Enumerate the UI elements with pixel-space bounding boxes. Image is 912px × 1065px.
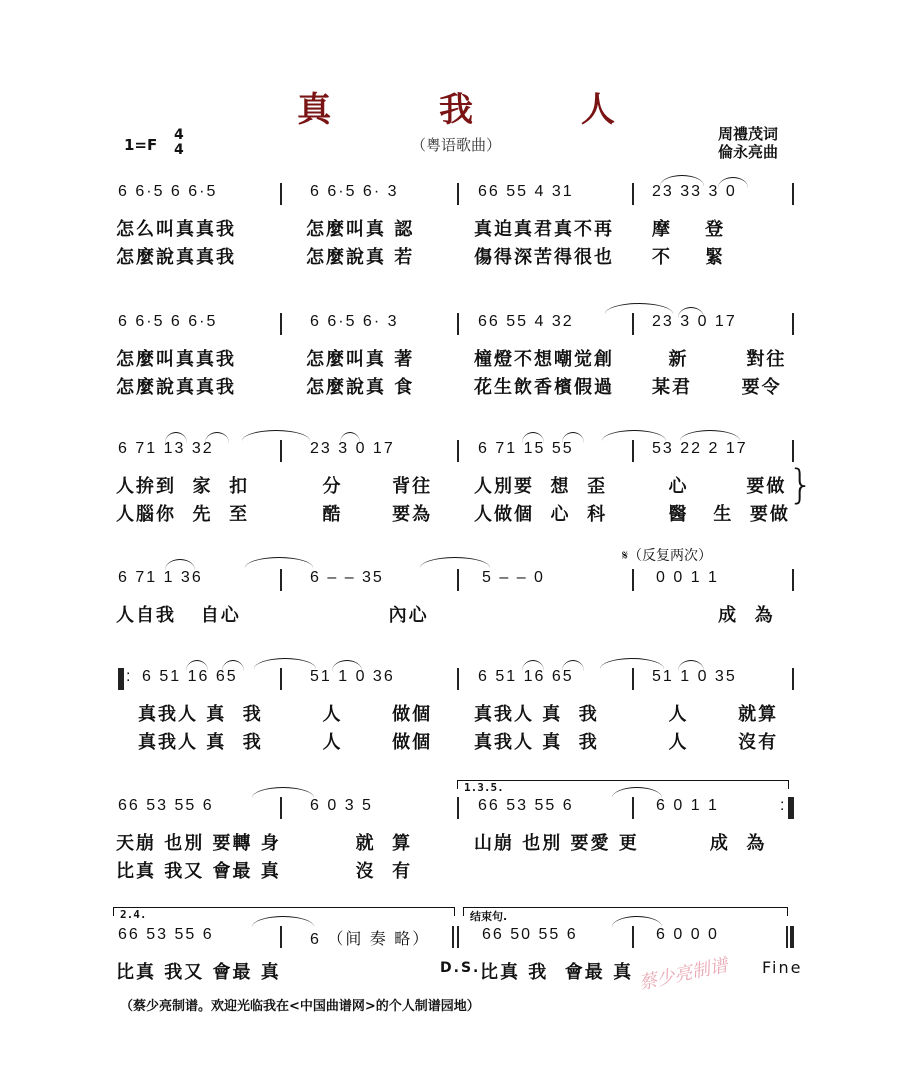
bar-line	[280, 313, 282, 335]
measure-notes: 66 50 55 6	[482, 926, 578, 943]
song-title: 真 我 人	[297, 90, 663, 130]
footer-note: （蔡少亮制谱。欢迎光临我在<中国曲谱网>的个人制谱园地）	[120, 999, 480, 1014]
bar-line	[792, 668, 794, 690]
bar-line	[457, 183, 459, 205]
bar-line	[792, 313, 794, 335]
volta-bracket	[113, 907, 455, 916]
measure-notes: 6 6·5 6 6·5	[118, 183, 218, 200]
slur	[718, 177, 748, 188]
lyric-line-2: 傷得深苦得很也	[474, 247, 614, 268]
measure-notes: 53 22 2 17	[652, 440, 748, 457]
slur	[522, 660, 544, 671]
measure-notes: 6 0 3 5	[310, 797, 373, 814]
bar-line	[457, 440, 459, 462]
song-subtitle: （粤语歌曲）	[410, 136, 501, 154]
bar-line	[280, 183, 282, 205]
slur	[332, 660, 362, 671]
lyric-line-1: 分 背往	[306, 476, 433, 497]
slur	[252, 916, 314, 927]
bar-line	[792, 183, 794, 205]
lyric-line-1: 比真 我 會最 真	[480, 962, 634, 983]
lyric-line-1: 人別要 想 歪	[474, 476, 608, 497]
segno-marking: 𝄋（反复两次）	[622, 548, 713, 564]
lyric-line-2: 真我人 真 我	[474, 732, 599, 753]
lyric-line-1: 成 為	[652, 833, 767, 854]
lyric-line-1: 新 對往	[652, 349, 787, 370]
bar-line	[457, 313, 459, 335]
bar-line	[457, 668, 459, 690]
measure-notes: 66 55 4 32	[478, 313, 574, 330]
lyric-line-2: 人 沒有	[652, 732, 779, 753]
lyric-line-1: 橦燈不想嘲觉創	[474, 349, 614, 370]
lyric-line-2: 怎麼說真 食	[306, 377, 415, 398]
bar-line	[457, 797, 459, 819]
double-barline	[452, 926, 459, 948]
bar-line	[632, 313, 634, 335]
repeat-end-barline	[788, 797, 794, 819]
bar-line	[792, 440, 794, 462]
credits	[718, 125, 778, 161]
measure-notes: 23 3 0 17	[652, 313, 737, 330]
lyric-line-1: 人 做個	[306, 704, 433, 725]
slur	[522, 432, 544, 443]
bar-line	[632, 569, 634, 591]
volta-label: 2.4.	[120, 908, 147, 921]
slur	[165, 432, 187, 443]
lyric-line-2: 某君 要令	[652, 377, 782, 398]
lyric-line-1: 怎麼叫真 認	[306, 219, 415, 240]
measure-notes: 23 33 3 0	[652, 183, 737, 200]
lyric-line-1: 人 就算	[652, 704, 779, 725]
lyric-line-2: 怎麼說真 若	[306, 247, 415, 268]
lyric-line-2: 人 做個	[306, 732, 433, 753]
bar-line	[280, 926, 282, 948]
bar-line	[280, 440, 282, 462]
measure-notes: 6 0 1 1	[656, 797, 719, 814]
lyric-line-1: 怎麼叫真 著	[306, 349, 415, 370]
slur	[252, 787, 314, 798]
slur	[678, 307, 704, 318]
measure-notes: 51 1 0 35	[652, 668, 737, 685]
bar-line	[632, 183, 634, 205]
measure-notes: 6 51 16 65	[142, 668, 238, 685]
slur	[602, 430, 666, 441]
lyric-line-2: 花生飲香檳假過	[474, 377, 614, 398]
measure-notes: 6 71 1 36	[118, 569, 203, 586]
lyric-line-1: 人自我 自心	[116, 605, 241, 626]
lyric-line-1: 真我人 真 我	[474, 704, 599, 725]
lyric-line-1: 人拚到 家 扣	[116, 476, 250, 497]
slur	[165, 559, 195, 570]
lyric-line-2: 真我人 真 我	[138, 732, 263, 753]
measure-notes: 6 6·5 6· 3	[310, 183, 399, 200]
lyric-line-1: 怎么叫真真我	[116, 219, 236, 240]
slur	[340, 432, 360, 443]
bar-line	[792, 569, 794, 591]
slur	[242, 430, 310, 441]
lyric-line-1: 山崩 也別 要愛 更	[474, 833, 639, 854]
slur	[186, 660, 208, 671]
lyric-line-2: 酷 要為	[306, 504, 433, 525]
slur	[562, 432, 584, 443]
dal-segno-marking: D.S.	[440, 960, 481, 976]
time-signature: 4 4	[174, 127, 184, 158]
volta-label: 结束句.	[470, 910, 508, 923]
measure-notes: 66 53 55 6	[478, 797, 574, 814]
key-signature: 1=F	[124, 136, 158, 154]
bar-line	[280, 668, 282, 690]
lyric-line-1: 真迫真君真不再	[474, 219, 614, 240]
slur	[205, 432, 229, 443]
slur	[660, 175, 704, 186]
lyric-line-1: 內心	[306, 605, 429, 626]
composer: 倫永亮曲	[718, 143, 779, 161]
final-barline	[786, 926, 794, 948]
lyric-line-2: 醫 生 要做	[652, 504, 790, 525]
measure-notes: 0 0 1 1	[656, 569, 719, 586]
slur	[612, 916, 662, 927]
measure-notes: 6 6·5 6 6·5	[118, 313, 218, 330]
brace-icon: }	[788, 462, 814, 508]
measure-notes: 6 0 0 0	[656, 926, 719, 943]
lyric-line-2: 比真 我又 會最 真	[116, 861, 281, 882]
measure-notes: 6 71 15 55	[478, 440, 574, 457]
measure-notes: 51 1 0 36	[310, 668, 395, 685]
slur	[600, 658, 664, 669]
measure-notes: 6 51 16 65	[478, 668, 574, 685]
lyric-line-1: 心 要做	[652, 476, 787, 497]
slur	[420, 557, 490, 568]
measure-notes: 66 53 55 6	[118, 926, 214, 943]
volta-bracket	[463, 907, 788, 916]
measure-notes: 6 （间 奏 略）	[310, 931, 431, 948]
bar-line	[280, 569, 282, 591]
watermark: 蔡少亮制谱	[637, 954, 730, 995]
bar-line	[280, 797, 282, 819]
lyric-line-1: 摩 登	[652, 219, 726, 240]
lyric-line-2: 不 緊	[652, 247, 726, 268]
lyric-line-1: 天崩 也別 要轉 身	[116, 833, 281, 854]
slur	[680, 430, 740, 441]
bar-line	[632, 926, 634, 948]
bar-line	[632, 797, 634, 819]
bar-line	[632, 668, 634, 690]
lyric-line-2: 怎麼說真真我	[116, 377, 236, 398]
repeat-start-barline	[118, 668, 124, 690]
fine-marking: Fine	[762, 958, 803, 977]
lyric-line-2: 怎麼說真真我	[116, 247, 236, 268]
lyricist: 周禮茂词	[718, 125, 779, 143]
lyric-line-1: 比真 我又 會最 真	[116, 962, 281, 983]
bar-line	[632, 440, 634, 462]
repeat-dots: :	[126, 668, 133, 685]
measure-notes: 6 6·5 6· 3	[310, 313, 399, 330]
measure-notes: 66 53 55 6	[118, 797, 214, 814]
lyric-line-1: 就 算	[306, 833, 413, 854]
measure-notes: 5 – – 0	[482, 569, 545, 586]
slur	[678, 660, 704, 671]
volta-label: 1.3.5.	[464, 781, 504, 794]
repeat-dots: :	[780, 797, 787, 814]
measure-notes: 66 55 4 31	[478, 183, 574, 200]
lyric-line-2: 人做個 心 科	[474, 504, 608, 525]
measure-notes: 23 3 0 17	[310, 440, 395, 457]
slur	[605, 303, 673, 314]
slur	[245, 557, 313, 568]
lyric-line-1: 成 為	[652, 605, 775, 626]
measure-notes: 6 – – 35	[310, 569, 384, 586]
slur	[254, 658, 316, 669]
lyric-line-2: 沒 有	[306, 861, 413, 882]
measure-notes: 6 71 13 32	[118, 440, 214, 457]
bar-line	[457, 569, 459, 591]
lyric-line-2: 人腦你 先 至	[116, 504, 250, 525]
slur	[222, 660, 244, 671]
lyric-line-1: 真我人 真 我	[138, 704, 263, 725]
lyric-line-1: 怎麼叫真真我	[116, 349, 236, 370]
slur	[562, 660, 584, 671]
